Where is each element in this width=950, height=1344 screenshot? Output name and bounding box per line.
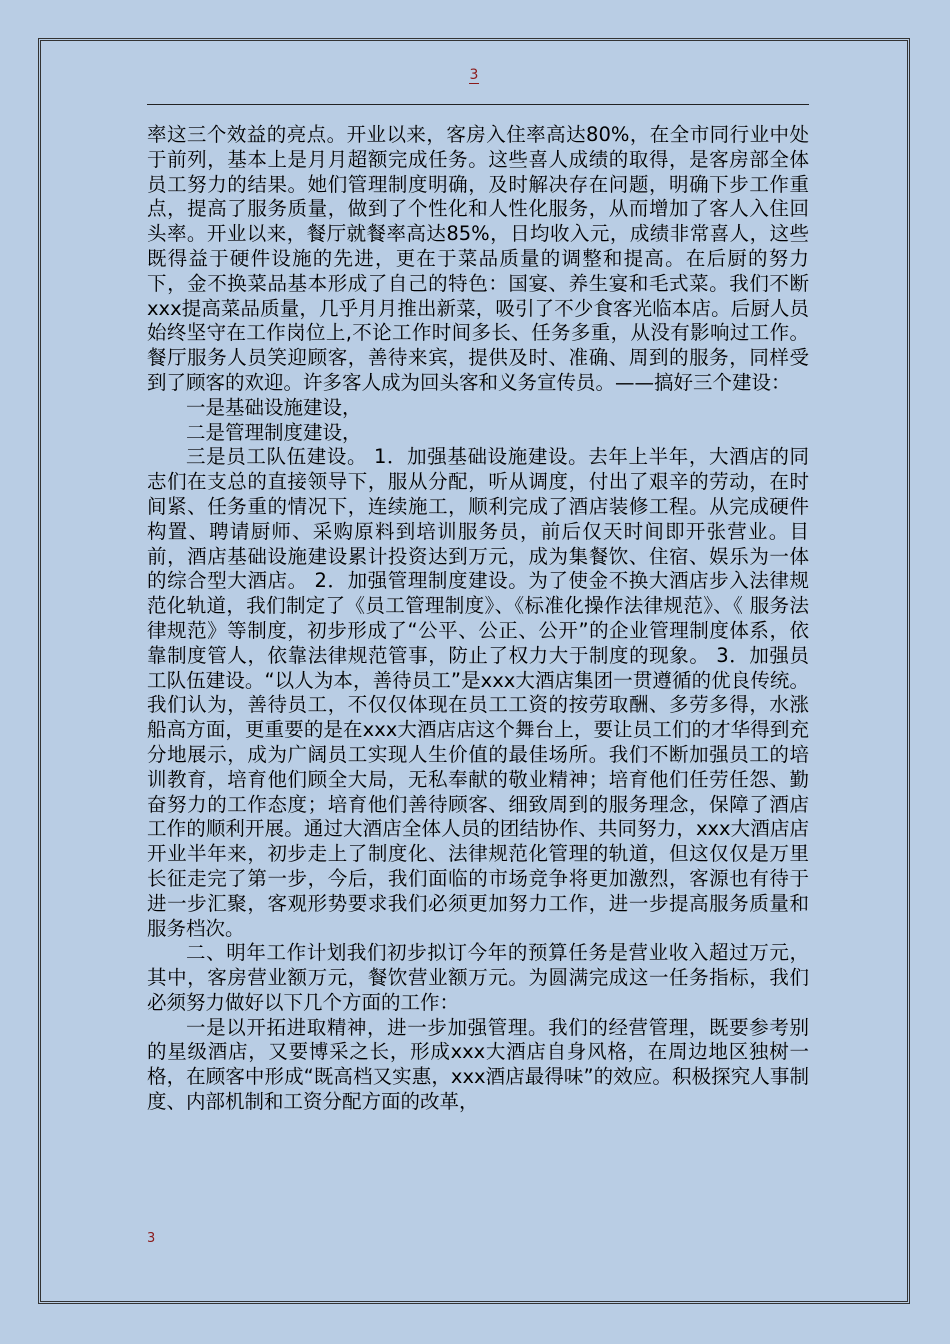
paragraph: 二是管理制度建设， bbox=[186, 420, 362, 444]
header-page-number bbox=[41, 67, 907, 83]
header-page-number-text: 3 bbox=[469, 67, 479, 83]
page-frame bbox=[38, 38, 910, 1304]
footer-page-number: 3 bbox=[147, 1231, 156, 1246]
header-divider bbox=[147, 104, 809, 105]
paragraph: 一是基础设施建设， bbox=[186, 395, 362, 419]
paragraph: 三是员工队伍建设。 1．加强基础设施建设。去年上半年，大酒店的同志们在支总的直接领导下，服从分配，听从调度，付出了艰辛的劳动，在时间紧、任务重的情况下，连续施工，顺利完成了酒店装修工程。从完成硬件构置、聘请厨师、采购原料到培训服务员，前后仅天时间即开张营业。目前，酒店基础设施建设累计投资达到万元，成为集餐饮、住宿、娱乐为一体的综合型大酒店。 2．加强管理制度建设。为了使金不换大酒店步入法律规范化轨道，我们制定了《员工管理制度》、《标准化操作法律规范》、《 服务法律规范》等制度，初步形成了“公平、公正、公开”的企业管理制度体系，依靠制度管人，依靠法律规范管事，防止了权力大于制度的现象。 3．加强员工队伍建设。“以人为本，善待员工”是xxx大酒店集团一贯遵循的优良传统。我们认为，善待员工，不仅仅体现在员工工资的按劳取酬、多劳多得，水涨船高方面，更重要的是在xxx大酒店店这个舞台上，要让员工们的才华得到充分地展示，成为广阔员工实现人生价值的最佳场所。我们不断加强员工的培训教育，培育他们顾全大局，无私奉献的敬业精神；培育他们任劳任怨、勤奋努力的工作态度；培育他们善待顾客、细致周到的服务理念，保障了酒店工作的顺利开展。通过大酒店全体人员的团结协作、共同努力，xxx大酒店店开业半年来，初步走上了制度化、法律规范化管理的轨道，但这仅仅是万里长征走完了第一步，今后，我们面临的市场竞争将更加激烈，客源也有待于进一步汇聚，客观形势要求我们必须更加努力工作，进一步提高服务质量和服务档次。 bbox=[147, 445, 809, 940]
paragraph: 二、明年工作计划我们初步拟订今年的预算任务是营业收入超过万元，其中，客房营业额万元，餐饮营业额万元。为圆满完成这一任务指标，我们必须努力做好以下几个方面的工作： bbox=[147, 941, 809, 1014]
paragraph: 一是以开拓进取精神，进一步加强管理。我们的经营管理，既要参考别的星级酒店，又要博采之长，形成xxx大酒店自身风格，在周边地区独树一格，在顾客中形成“既高档又实惠，xxx酒店最得味”的效应。积极探究人事制度、内部机制和工资分配方面的改革， bbox=[147, 1015, 809, 1114]
paragraph: 率这三个效益的亮点。开业以来，客房入住率高达80%，在全市同行业中处于前列，基本上是月月超额完成任务。这些喜人成绩的取得，是客房部全体员工努力的结果。她们管理制度明确，及时解决存在问题，明确下步工作重点，提高了服务质量，做到了个性化和人性化服务，从而增加了客人入住回头率。开业以来，餐厅就餐率高达85%，日均收入元，成绩非常喜人，这些既得益于硬件设施的先进，更在于菜品质量的调整和提高。在后厨的努力下，金不换菜品基本形成了自己的特色：国宴、养生宴和毛式菜。我们不断xxx提高菜品质量，几乎月月推出新菜，吸引了不少食客光临本店。后厨人员始终坚守在工作岗位上,不论工作时间多长、任务多重，从没有影响过工作。餐厅服务人员笑迎顾客，善待来宾，提供及时、准确、周到的服务，同样受到了顾客的欢迎。许多客人成为回头客和义务宣传员。——搞好三个建设： bbox=[147, 123, 809, 394]
document-body bbox=[147, 123, 809, 1115]
